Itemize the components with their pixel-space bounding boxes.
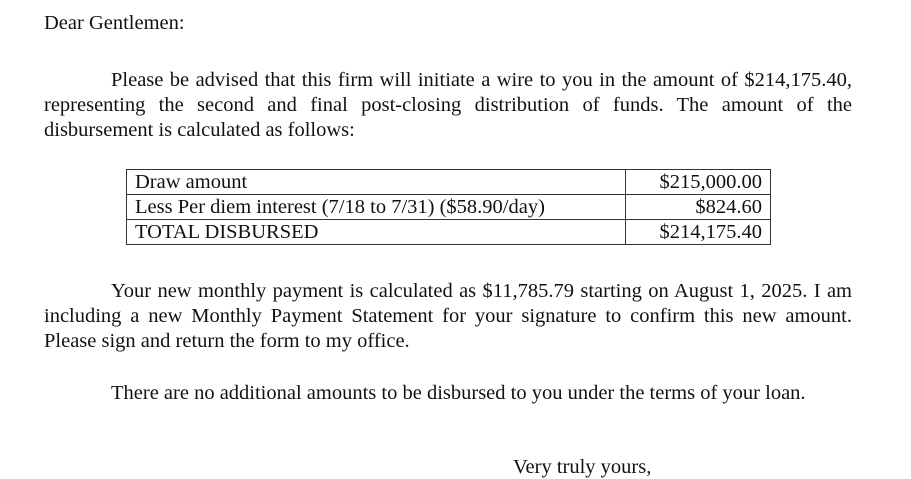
row-amount-total-disbursed: $214,175.40 xyxy=(626,220,771,245)
closing: Very truly yours, xyxy=(513,456,652,478)
paragraph-monthly-payment: Your new monthly payment is calculated as $11,785.79 starting on August 1, 2025. I am including a new Monthly Payment Statement for your signature to confirm this new amount. Please sign and return the form to my office. xyxy=(44,280,852,352)
row-amount-per-diem-interest: $824.60 xyxy=(626,195,771,220)
salutation: Dear Gentlemen: xyxy=(44,12,185,34)
disbursement-table xyxy=(126,169,771,245)
table-row xyxy=(127,195,771,220)
row-label-total-disbursed: TOTAL DISBURSED xyxy=(127,220,626,245)
table-row xyxy=(127,170,771,195)
row-label-per-diem-interest: Less Per diem interest (7/18 to 7/31) ($58.90/day) xyxy=(127,195,626,220)
row-amount-draw-amount: $215,000.00 xyxy=(626,170,771,195)
table-row xyxy=(127,220,771,245)
paragraph-wire-notice: Please be advised that this firm will initiate a wire to you in the amount of $214,175.40, representing the second and final post-closing distribution of funds. The amount of the disbursement is calculated as follows: xyxy=(44,69,852,141)
row-label-draw-amount: Draw amount xyxy=(127,170,626,195)
paragraph-no-additional-amounts: There are no additional amounts to be disbursed to you under the terms of your loan. xyxy=(111,382,806,404)
